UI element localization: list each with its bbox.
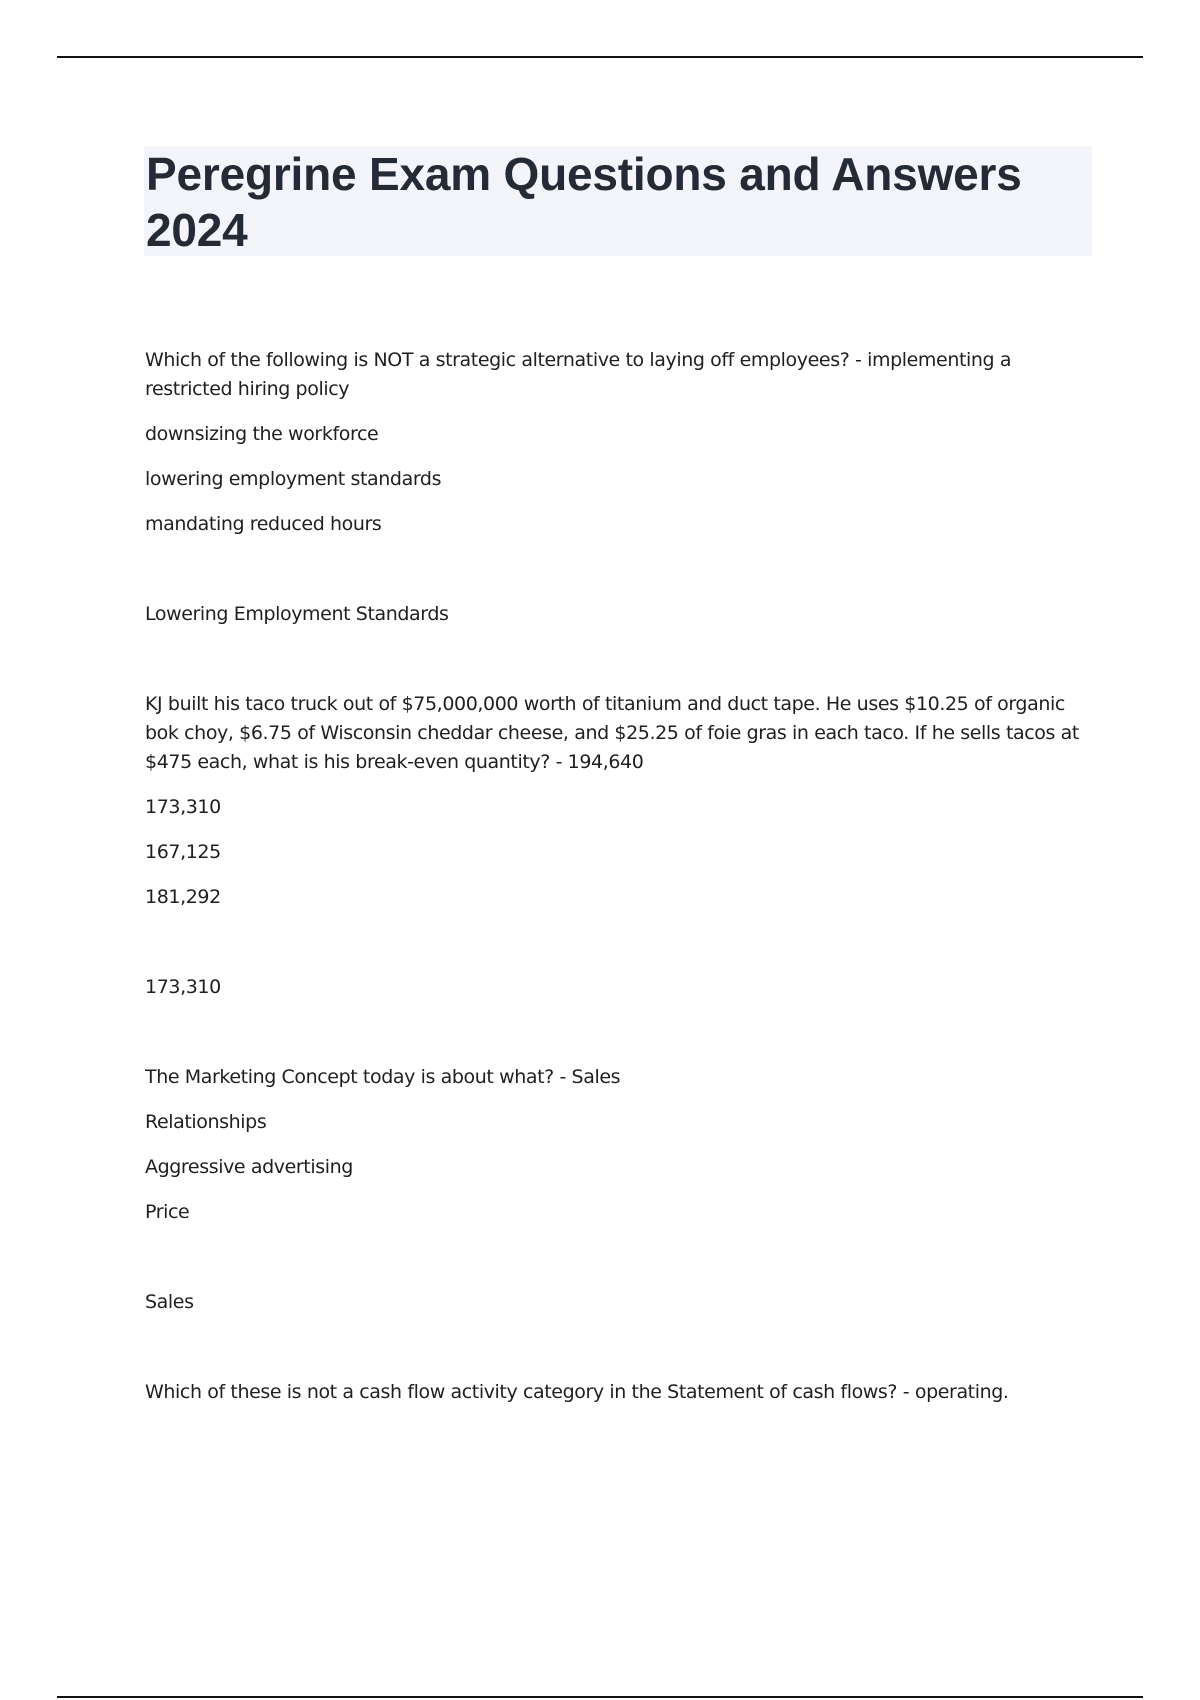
correct-answer: Sales	[145, 1291, 194, 1313]
answer-option: Relationships	[145, 1111, 267, 1133]
top-divider	[57, 56, 1143, 58]
question-text: Which of these is not a cash flow activity category in the Statement of cash flows? - operating.	[145, 1381, 1009, 1403]
answer-option: downsizing the workforce	[145, 423, 379, 445]
answer-option: 181,292	[145, 886, 221, 908]
document-body	[145, 346, 1095, 1423]
answer-option: Aggressive advertising	[145, 1156, 353, 1178]
answer-option: 173,310	[145, 796, 221, 818]
answer-option: Price	[145, 1201, 190, 1223]
document-title: Peregrine Exam Questions and Answers 2024	[146, 148, 1022, 256]
answer-option: mandating reduced hours	[145, 513, 382, 535]
answer-option: 167,125	[145, 841, 221, 863]
answer-option: lowering employment standards	[145, 468, 442, 490]
question-text: Which of the following is NOT a strategic alternative to laying off employees? - implementing a restricted hiring policy	[145, 349, 1012, 400]
correct-answer: 173,310	[145, 976, 221, 998]
title-banner	[144, 146, 1092, 256]
question-text: The Marketing Concept today is about what? - Sales	[145, 1066, 621, 1088]
question-text: KJ built his taco truck out of $75,000,000 worth of titanium and duct tape. He uses $10.25 of organic bok choy, $6.75 of Wisconsin cheddar cheese, and $25.25 of foie gras in each taco. If he sells tacos at $475 each, what is his break-even quantity? - 194,640	[145, 693, 1079, 773]
correct-answer: Lowering Employment Standards	[145, 603, 449, 625]
bottom-divider	[57, 1696, 1143, 1698]
